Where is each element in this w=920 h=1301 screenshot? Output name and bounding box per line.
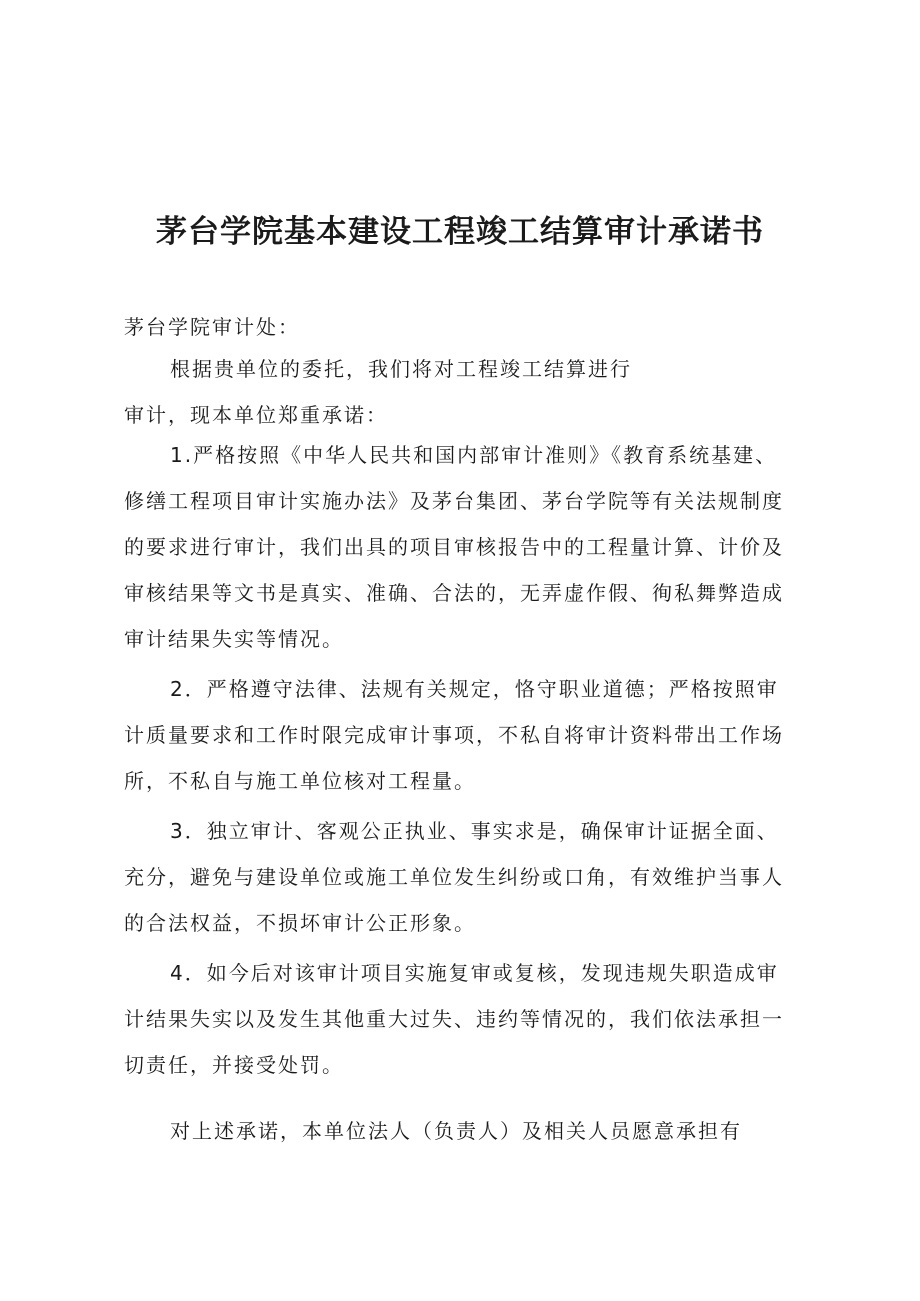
intro-line: 审计，现本单位郑重承诺： (124, 403, 388, 427)
commitment-line: 2．严格遵守法律、法规有关规定，恪守职业道德；严格按照审 (170, 677, 779, 701)
commitment-line: 计结果失实以及发生其他重大过失、违约等情况的，我们依法承担一 (124, 1007, 784, 1031)
commitment-line: 切责任，并接受处罚。 (124, 1053, 344, 1077)
commitment-line: 4．如今后对该审计项目实施复审或复核，发现违规失职造成审 (170, 961, 779, 985)
commitment-line: 的合法权益，不损坏审计公正形象。 (124, 911, 476, 935)
commitment-line: 计质量要求和工作时限完成审计事项，不私自将审计资料带出工作场 (124, 723, 784, 747)
closing-statement: 对上述承诺，本单位法人（负责人）及相关人员愿意承担有 (170, 1119, 742, 1143)
commitment-line: 3．独立审计、客观公正执业、事实求是，确保审计证据全面、 (170, 819, 779, 843)
commitment-line: 充分，避免与建设单位或施工单位发生纠纷或口角，有效维护当事人 (124, 865, 784, 889)
commitment-list (124, 432, 824, 1092)
intro-paragraph (124, 346, 824, 438)
document-title: 茅台学院基本建设工程竣工结算审计承诺书 (156, 214, 764, 250)
commitment-item-1 (124, 432, 824, 662)
commitment-line: 修缮工程项目审计实施办法》及茅台集团、茅台学院等有关法规制度 (124, 489, 784, 513)
commitment-item-4 (124, 950, 824, 1088)
commitment-item-3 (124, 808, 824, 946)
commitment-line: 1.严格按照《中华人民共和国内部审计准则》《教育系统基建、 (170, 443, 778, 467)
salutation: 茅台学院审计处： (124, 315, 300, 339)
commitment-line: 所，不私自与施工单位核对工程量。 (124, 769, 476, 793)
commitment-line: 审计结果失实等情况。 (124, 627, 344, 651)
commitment-item-2 (124, 666, 824, 804)
commitment-line: 的要求进行审计，我们出具的项目审核报告中的工程量计算、计价及 (124, 535, 784, 559)
intro-line: 根据贵单位的委托，我们将对工程竣工结算进行 (170, 357, 632, 381)
commitment-line: 审核结果等文书是真实、准确、合法的，无弄虚作假、徇私舞弊造成 (124, 581, 784, 605)
